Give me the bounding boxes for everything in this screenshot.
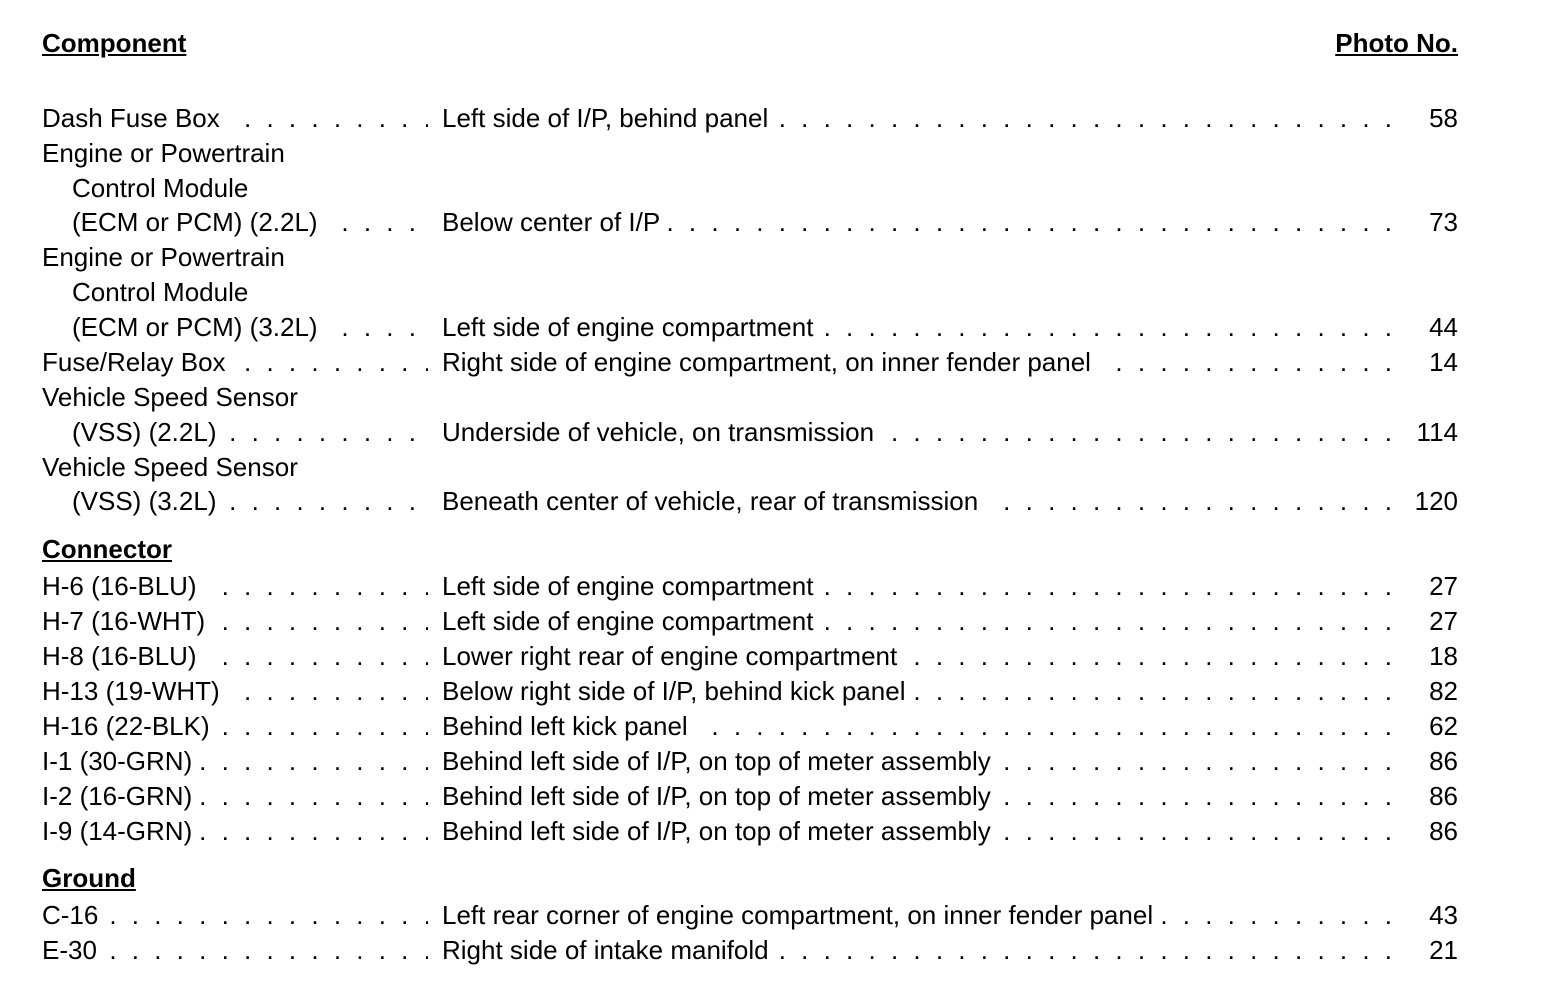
table-row (0, 933, 1568, 968)
photo-number: 27 (1429, 606, 1458, 636)
ground-location: Right side of intake manifold (442, 935, 777, 965)
ground-section-title: Ground (42, 863, 136, 893)
connector-name: I-2 (16-GRN) (42, 781, 200, 811)
table-row (0, 604, 1568, 639)
component-header: Component (42, 28, 187, 58)
photo-number: 86 (1429, 746, 1458, 776)
connector-name: H-16 (22-BLK) (42, 711, 218, 741)
photo-number: 14 (1429, 347, 1458, 377)
table-row (0, 205, 1568, 240)
component-name-cont: (VSS) (2.2L) (72, 417, 225, 447)
connector-location: Behind left kick panel (442, 711, 696, 741)
component-name-cont: (ECM or PCM) (3.2L) (72, 312, 326, 342)
connector-location: Below right side of I/P, behind kick panel (442, 676, 913, 706)
photo-number: 73 (1429, 207, 1458, 237)
component-name-cont: Control Module (72, 277, 249, 307)
photo-number: 21 (1429, 935, 1458, 965)
photo-number: 58 (1429, 103, 1458, 133)
table-row (0, 450, 1568, 485)
table-row (0, 639, 1568, 674)
component-name-cont: (VSS) (3.2L) (72, 486, 225, 516)
component-name: Vehicle Speed Sensor (42, 452, 298, 482)
photo-number-header: Photo No. (1335, 28, 1458, 58)
component-location: Right side of engine compartment, on inner fender panel (442, 347, 1099, 377)
component-location: Left side of I/P, behind panel (442, 103, 776, 133)
component-location: Underside of vehicle, on transmission (442, 417, 882, 447)
component-location: Below center of I/P (442, 207, 668, 237)
photo-number: 62 (1429, 711, 1458, 741)
component-name-cont: (ECM or PCM) (2.2L) (72, 207, 326, 237)
connector-name: H-13 (19-WHT) (42, 676, 228, 706)
table-row (0, 898, 1568, 933)
connector-name: I-9 (14-GRN) (42, 816, 200, 846)
table-row (0, 101, 1568, 136)
photo-number: 27 (1429, 571, 1458, 601)
table-row (0, 709, 1568, 744)
photo-number: 82 (1429, 676, 1458, 706)
photo-number: 114 (1416, 417, 1458, 447)
photo-number: 86 (1429, 816, 1458, 846)
table-row (0, 275, 1568, 310)
connector-location: Behind left side of I/P, on top of meter assembly (442, 816, 999, 846)
connector-location: Behind left side of I/P, on top of meter assembly (442, 781, 999, 811)
connector-name: I-1 (30-GRN) (42, 746, 200, 776)
component-location: Beneath center of vehicle, rear of transmission (442, 486, 986, 516)
photo-number: 120 (1414, 486, 1458, 516)
component-location: Left side of engine compartment (442, 312, 821, 342)
table-row (0, 345, 1568, 380)
connector-location: Behind left side of I/P, on top of meter assembly (442, 746, 999, 776)
connector-location: Left side of engine compartment (442, 571, 821, 601)
component-name: Engine or Powertrain (42, 242, 285, 272)
table-row (0, 136, 1568, 171)
table-row (0, 744, 1568, 779)
table-row (0, 310, 1568, 345)
component-name: Dash Fuse Box (42, 103, 228, 133)
table-row (0, 814, 1568, 849)
ground-location: Left rear corner of engine compartment, on inner fender panel (442, 900, 1161, 930)
table-row (0, 415, 1568, 450)
ground-name: E-30 (42, 935, 105, 965)
connector-name: H-8 (16-BLU) (42, 641, 205, 671)
table-row (0, 240, 1568, 275)
connector-location: Left side of engine compartment (442, 606, 821, 636)
connector-name: H-6 (16-BLU) (42, 571, 205, 601)
connector-section-title: Connector (42, 534, 172, 564)
table-row (0, 674, 1568, 709)
photo-number: 18 (1429, 641, 1458, 671)
component-name: Engine or Powertrain (42, 138, 285, 168)
table-row (0, 171, 1568, 206)
table-row (0, 779, 1568, 814)
component-name: Fuse/Relay Box (42, 347, 234, 377)
table-row (0, 380, 1568, 415)
table-row (0, 484, 1568, 519)
component-name: Vehicle Speed Sensor (42, 382, 298, 412)
photo-number: 44 (1429, 312, 1458, 342)
photo-number: 86 (1429, 781, 1458, 811)
connector-location: Lower right rear of engine compartment (442, 641, 905, 671)
table-row (0, 569, 1568, 604)
connector-name: H-7 (16-WHT) (42, 606, 213, 636)
component-name-cont: Control Module (72, 173, 249, 203)
photo-number: 43 (1429, 900, 1458, 930)
ground-name: C-16 (42, 900, 106, 930)
